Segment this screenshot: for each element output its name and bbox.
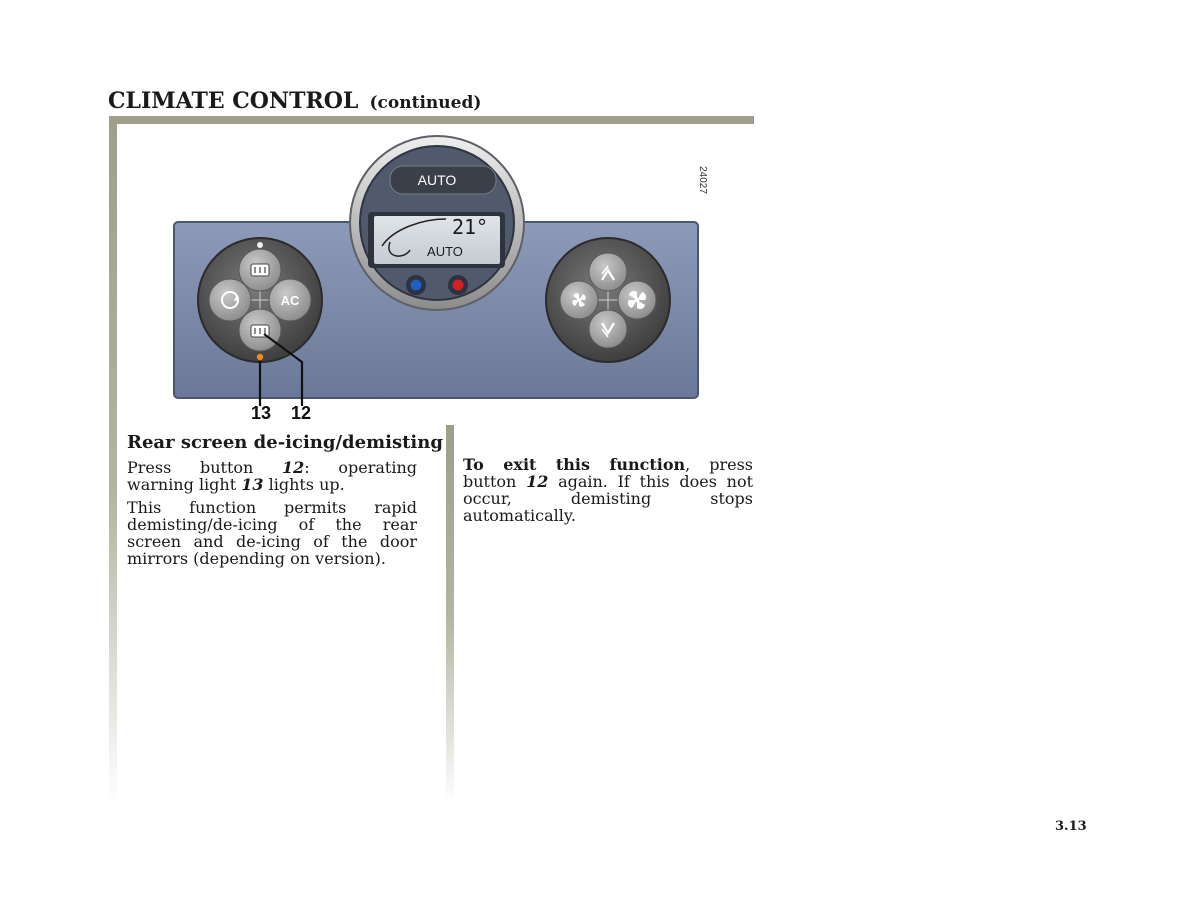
front-defrost-icon xyxy=(251,264,269,276)
climate-panel-illustration xyxy=(118,124,754,424)
page-title-continued: (continued) xyxy=(369,93,482,113)
decorative-rule-top xyxy=(109,116,754,124)
paragraph-function-description: This function permits rapid demisting/de-icing of the rear screen and de-icing of the door mirrors (depending on version). xyxy=(127,498,417,568)
temperature-down-button xyxy=(411,280,422,291)
page-number: 3.13 xyxy=(1055,819,1087,834)
temperature-up-button xyxy=(453,280,464,291)
light-reference-13: 13 xyxy=(241,475,264,494)
paragraph-press-button xyxy=(127,459,417,493)
callout-12: 12 xyxy=(290,403,312,423)
text-fragment: again. If this does not occur, demisting stops automatically. xyxy=(463,472,754,525)
fan-speed-high-icon xyxy=(628,291,646,309)
right-text-column xyxy=(463,456,753,530)
display-temperature: 21° xyxy=(451,215,489,239)
figure-code: 24027 xyxy=(697,166,708,194)
right-dial xyxy=(546,238,670,362)
fan-speed-low-icon xyxy=(572,293,585,306)
page-title-main: CLIMATE CONTROL xyxy=(108,88,359,114)
decorative-rule-left xyxy=(109,116,117,806)
display-mode: AUTO xyxy=(427,244,463,259)
warning-light-13 xyxy=(257,354,263,360)
left-text-column xyxy=(127,432,443,573)
left-dial xyxy=(198,238,322,362)
climate-panel-svg xyxy=(118,124,754,424)
callout-13: 13 xyxy=(250,403,272,423)
ac-button-label: AC xyxy=(280,293,300,308)
text-fragment: lights up. xyxy=(263,475,345,494)
text-fragment: Press button xyxy=(127,458,283,477)
button-reference-12: 12 xyxy=(282,458,305,477)
paragraph-exit-function xyxy=(463,456,753,524)
center-control-unit xyxy=(350,136,524,310)
text-fragment: : operating warning light xyxy=(127,458,417,494)
decorative-rule-column xyxy=(446,425,454,805)
page-title xyxy=(108,78,481,116)
button-reference-12: 12 xyxy=(526,472,549,491)
auto-button-label: AUTO xyxy=(417,172,457,188)
exit-function-lead: To exit this function xyxy=(463,455,686,474)
text-fragment: , press button xyxy=(463,455,753,491)
section-heading: Rear screen de-icing/demisting xyxy=(127,432,443,453)
